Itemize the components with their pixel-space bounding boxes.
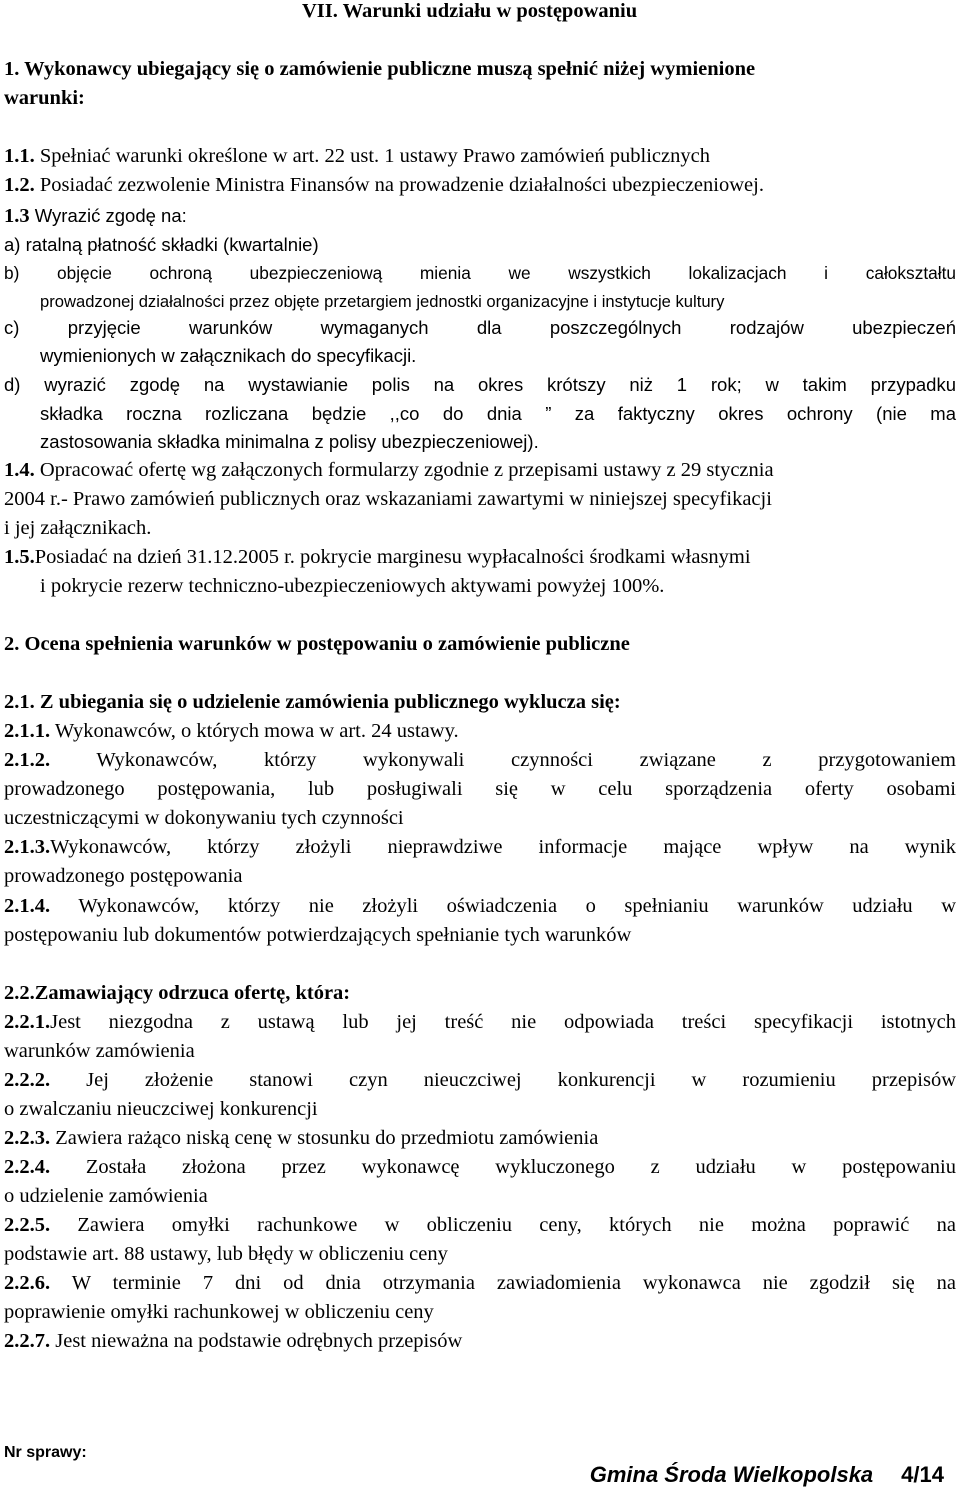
- item-2-2-1-line-1: 2.2.1.Jest niezgodna z ustawą lub jej treść nie odpowiada treści specyfikacji istotnych: [4, 1011, 956, 1033]
- item-1-4-line-3: i jej załącznikach.: [4, 517, 152, 539]
- item-2-2-2-line-1: 2.2.2. Jej złożenie stanowi czyn nieuczciwej konkurencji w rozumieniu przepisów: [4, 1069, 956, 1091]
- item-1-5-line-2: i pokrycie rezerw techniczno-ubezpieczeniowych aktywami powyżej 100%.: [40, 575, 665, 597]
- section-2-1-title: 2.1. Z ubiegania się o udzielenie zamówienia publicznego wyklucza się:: [4, 691, 621, 713]
- section-1-title-line-1: 1. Wykonawcy ubiegający się o zamówienie publiczne muszą spełnić niżej wymienione: [4, 58, 756, 80]
- item-2-2-6-line-1: 2.2.6. W terminie 7 dni od dnia otrzymania zawiadomienia wykonawca nie zgodził się na: [4, 1272, 956, 1294]
- footer-page-number: 4/14: [901, 1462, 944, 1487]
- item-2-1-4-line-1: 2.1.4. Wykonawców, którzy nie złożyli oświadczenia o spełnianiu warunków udziału w: [4, 895, 956, 917]
- item-2-1-2-line-3: uczestniczącymi w dokonywaniu tych czynności: [4, 807, 404, 829]
- section-heading: VII. Warunki udziału w postępowaniu: [302, 0, 638, 22]
- item-1-3-d-line-3: zastosowania składka minimalna z polisy ubezpieczeniowej).: [40, 431, 539, 452]
- item-1-3-b-line-2: prowadzonej działalności przez objęte przetargiem jednostki organizacyjne i instytucje kultury: [40, 292, 725, 311]
- section-1-title-line-2: warunki:: [4, 87, 85, 109]
- footer-case-number-label: Nr sprawy:: [4, 1444, 87, 1461]
- item-1-1: 1.1. Spełniać warunki określone w art. 22 ust. 1 ustawy Prawo zamówień publicznych: [4, 145, 710, 167]
- footer-organization: Gmina Środa Wielkopolska: [589, 1462, 874, 1487]
- item-2-1-1: 2.1.1. Wykonawców, o których mowa w art. 24 ustawy.: [4, 720, 459, 742]
- item-2-2-3: 2.2.3. Zawiera rażąco niską cenę w stosunku do przedmiotu zamówienia: [4, 1127, 599, 1149]
- item-1-3-d-line-2: składka roczna rozliczana będzie ,,co do dnia ” za faktyczny okres ochrony (nie ma: [40, 403, 956, 424]
- item-2-2-5-line-2: podstawie art. 88 ustawy, lub błędy w obliczeniu ceny: [4, 1243, 448, 1265]
- item-2-2-4-line-2: o udzielenie zamówienia: [4, 1185, 208, 1207]
- item-1-3-b-line-1: b) objęcie ochroną ubezpieczeniową mienia we wszystkich lokalizacjach i całokształtu: [4, 263, 956, 283]
- item-2-2-1-line-2: warunków zamówienia: [4, 1040, 195, 1062]
- item-2-2-2-line-2: o zwalczaniu nieuczciwej konkurencji: [4, 1098, 318, 1120]
- section-2-2-title: 2.2.Zamawiający odrzuca ofertę, która:: [4, 982, 351, 1004]
- item-2-1-3-line-2: prowadzonego postępowania: [4, 865, 243, 887]
- section-2-title: 2. Ocena spełnienia warunków w postępowaniu o zamówienie publiczne: [4, 633, 630, 655]
- item-2-2-7: 2.2.7. Jest nieważna na podstawie odrębnych przepisów: [4, 1330, 463, 1352]
- item-2-1-2-line-1: 2.1.2. Wykonawców, którzy wykonywali czynności związane z przygotowaniem: [4, 749, 957, 771]
- item-1-4-line-1: 1.4. Opracować ofertę wg załączonych formularzy zgodnie z przepisami ustawy z 29 stycznia: [4, 459, 774, 481]
- footer-org-page: [590, 1460, 944, 1489]
- item-1-3-c-line-1: c) przyjęcie warunków wymaganych dla poszczególnych rodzajów ubezpieczeń: [4, 317, 956, 338]
- item-1-3-a: a) ratalną płatność składki (kwartalnie): [4, 234, 319, 255]
- item-2-2-5-line-1: 2.2.5. Zawiera omyłki rachunkowe w obliczeniu ceny, których nie można poprawić na: [4, 1214, 956, 1236]
- item-2-1-3-line-1: 2.1.3.Wykonawców, którzy złożyli nieprawdziwe informacje mające wpływ na wynik: [4, 836, 956, 858]
- item-1-3: 1.3 Wyrazić zgodę na:: [4, 205, 187, 227]
- item-1-5-line-1: 1.5.Posiadać na dzień 31.12.2005 r. pokrycie marginesu wypłacalności środkami własnymi: [4, 546, 751, 568]
- item-2-2-4-line-1: 2.2.4. Została złożona przez wykonawcę wykluczonego z udziału w postępowaniu: [4, 1156, 956, 1178]
- item-1-3-d-line-1: d) wyrazić zgodę na wystawianie polis na okres krótszy niż 1 rok; w takim przypadku: [4, 374, 956, 395]
- item-1-2: 1.2. Posiadać zezwolenie Ministra Finansów na prowadzenie działalności ubezpieczeniowej.: [4, 174, 764, 196]
- item-2-2-6-line-2: poprawienie omyłki rachunkowej w obliczeniu ceny: [4, 1301, 434, 1323]
- item-2-1-4-line-2: postępowaniu lub dokumentów potwierdzających spełnianie tych warunków: [4, 924, 632, 946]
- item-1-4-line-2: 2004 r.- Prawo zamówień publicznych oraz wskazaniami zawartymi w niniejszej specyfikacji: [4, 488, 772, 510]
- item-2-1-2-line-2: prowadzonego postępowania, lub posługiwali się w celu sporządzenia oferty osobami: [4, 778, 956, 800]
- item-1-3-c-line-2: wymienionych w załącznikach do specyfikacji.: [40, 345, 417, 366]
